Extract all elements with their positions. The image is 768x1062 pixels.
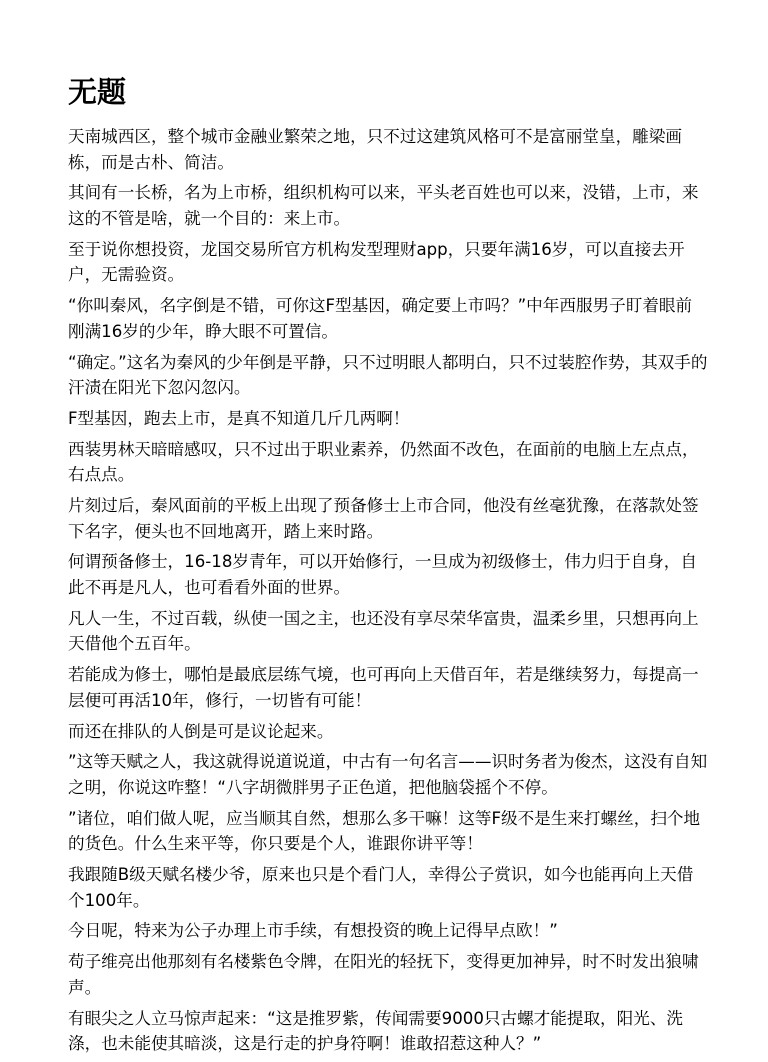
paragraph: “你叫秦风，名字倒是不错，可你这F型基因，确定要上市吗？”中年西服男子盯着眼前刚满16岁的少年，睁大眼不可置信。 bbox=[68, 296, 693, 341]
paragraph: 我跟随B级天赋名楼少爷，原来也只是个看门人，幸得公子赏识，如今也能再向上天借个100年。 bbox=[68, 865, 694, 910]
paragraph: 苟子维亮出他那刻有名楼紫色令牌，在阳光的轻抚下，变得更加神异，时不时发出狼啸声。 bbox=[68, 952, 699, 997]
paragraph: 片刻过后，秦风面前的平板上出现了预备修士上市合同，他没有丝毫犹豫，在落款处签下名字，便头也不回地离开，踏上来时路。 bbox=[68, 496, 699, 541]
paragraph: 而还在排队的人倒是可是议论起来。 bbox=[68, 721, 334, 741]
document-title: 无题 bbox=[68, 75, 127, 109]
paragraph: ”这等天赋之人，我这就得说道说道，中古有一句名言——识时务者为俊杰，这没有自知之明，你说这咋整！“八字胡微胖男子正色道，把他脑袋摇个不停。 bbox=[68, 752, 708, 797]
paragraph: 有眼尖之人立马惊声起来：“这是推罗紫，传闻需要9000只古螺才能提取，阳光、洗涤，也未能使其暗淡，这是行走的护身符啊！谁敢招惹这种人？” bbox=[68, 1008, 684, 1054]
paragraph: 何谓预备修士，16-18岁青年，可以开始修行，一旦成为初级修士，伟力归于自身，自此不再是凡人，也可看看外面的世界。 bbox=[68, 552, 697, 597]
paragraph: 今日呢，特来为公子办理上市手续，有想投资的晚上记得早点欧！” bbox=[68, 921, 558, 941]
paragraph: F型基因，跑去上市，是真不知道几斤几两啊！ bbox=[68, 408, 410, 428]
paragraph: 天南城西区，整个城市金融业繁荣之地，只不过这建筑风格可不是富丽堂皇，雕梁画栋，而是古朴、简洁。 bbox=[68, 127, 682, 172]
paragraph: “确定。”这名为秦风的少年倒是平静，只不过明眼人都明白，只不过装腔作势，其双手的汗渍在阳光下忽闪忽闪。 bbox=[68, 352, 708, 398]
paragraph: 其间有一长桥，名为上市桥，组织机构可以来，平头老百姓也可以来，没错，上市，来这的不管是啥，就一个目的：来上市。 bbox=[68, 183, 699, 228]
paragraph: 若能成为修士，哪怕是最底层练气境，也可再向上天借百年，若是继续努力，每提高一层便可再活10年，修行，一切皆有可能！ bbox=[68, 665, 699, 710]
paragraph: 至于说你想投资，龙国交易所官方机构发型理财app，只要年满16岁，可以直接去开户，无需验资。 bbox=[68, 239, 685, 285]
paragraph: 凡人一生，不过百载，纵使一国之主，也还没有享尽荣华富贵，温柔乡里，只想再向上天借他个五百年。 bbox=[68, 608, 699, 654]
document-body bbox=[68, 124, 708, 1062]
paragraph: 西装男林天暗暗感叹，只不过出于职业素养，仍然面不改色，在面前的电脑上左点点，右点点。 bbox=[68, 439, 699, 485]
paragraph: ”诸位，咱们做人呢，应当顺其自然，想那么多干嘛！这等F级不是生来打螺丝，扫个地的货色。什么生来平等，你只要是个人，谁跟你讲平等！ bbox=[68, 808, 701, 854]
